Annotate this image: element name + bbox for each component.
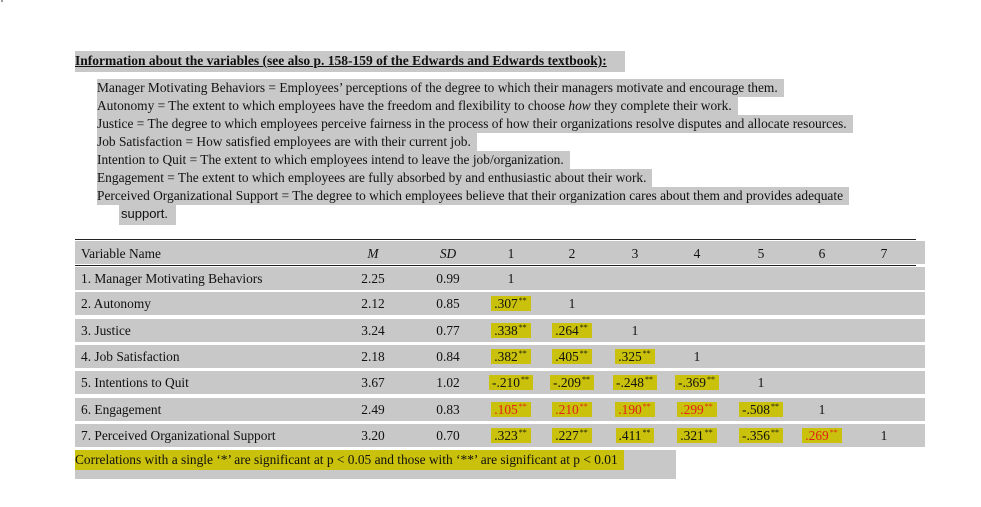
- correlation-cell: -.356**: [731, 428, 791, 444]
- correlation-cell: 1: [507, 271, 515, 286]
- row-variable-name: 7. Perceived Organizational Support: [81, 428, 276, 443]
- correlation-cell: 1: [818, 402, 826, 417]
- info-heading: Information about the variables (see also p. 158-159 of the Edwards and Edwards textbook):: [75, 51, 625, 72]
- info-line: Manager Motivating Behaviors = Employees’ perceptions of the degree to which their managers motivate and encourage them.: [97, 79, 784, 97]
- correlation-cell: 1: [693, 349, 701, 364]
- significance-marker: **: [579, 323, 588, 332]
- significance-marker: **: [581, 375, 590, 384]
- row-sd: 0.70: [436, 428, 460, 443]
- info-line: Job Satisfaction = How satisfied employees are with their current job.: [97, 133, 477, 151]
- significance-footnote: Correlations with a single ‘*’ are significant at p < 0.05 and those with ‘**’ are significant at p < 0.01: [75, 450, 624, 470]
- info-line-continuation: support.: [119, 205, 176, 225]
- correlation-cell: .411**: [605, 428, 665, 444]
- correlation-cell: .299**: [667, 402, 727, 418]
- correlation-cell: -.508**: [731, 402, 791, 418]
- row-mean: 2.49: [361, 402, 385, 417]
- header-col-6: 6: [818, 246, 826, 261]
- significance-marker: **: [518, 349, 527, 358]
- table-row: [75, 319, 925, 342]
- correlation-cell: .210**: [542, 402, 602, 418]
- table-row: [75, 424, 925, 447]
- info-line: Engagement = The extent to which employees are fully absorbed by and enthusiastic about their work.: [97, 169, 652, 187]
- significance-marker: **: [642, 428, 651, 437]
- significance-marker: **: [704, 428, 713, 437]
- significance-marker: **: [579, 428, 588, 437]
- header-col-4: 4: [693, 246, 701, 261]
- correlation-cell: 1: [880, 428, 888, 443]
- correlation-cell: 1: [757, 375, 765, 390]
- correlation-cell: -.209**: [542, 375, 602, 391]
- correlation-cell: .307**: [481, 296, 541, 312]
- header-col-3: 3: [631, 246, 639, 261]
- correlation-cell: .405**: [542, 349, 602, 365]
- row-mean: 3.67: [361, 375, 385, 390]
- header-col-2: 2: [568, 246, 576, 261]
- correlation-cell: .190**: [605, 402, 665, 418]
- row-mean: 2.25: [361, 271, 385, 286]
- correlation-cell: .269**: [792, 428, 852, 444]
- correlation-cell: .264**: [542, 323, 602, 339]
- header-col-5: 5: [757, 246, 765, 261]
- significance-marker: **: [642, 349, 651, 358]
- footnote-block: [75, 450, 676, 479]
- row-sd: 0.84: [436, 349, 460, 364]
- row-variable-name: 2. Autonomy: [81, 296, 151, 311]
- row-variable-name: 1. Manager Motivating Behaviors: [81, 271, 263, 286]
- correlation-cell: -.210**: [481, 375, 541, 391]
- row-mean: 2.18: [361, 349, 385, 364]
- correlation-cell: .338**: [481, 323, 541, 339]
- header-m: M: [367, 246, 379, 261]
- row-sd: 0.83: [436, 402, 460, 417]
- row-sd: 0.99: [436, 271, 460, 286]
- table-row: [75, 371, 925, 394]
- header-sd: SD: [439, 246, 457, 261]
- info-line: Autonomy = The extent to which employees have the freedom and flexibility to choose how they complete their work.: [97, 97, 738, 115]
- significance-marker: **: [579, 402, 588, 411]
- corner-dot: [1, 0, 3, 2]
- significance-marker: **: [704, 402, 713, 411]
- correlation-cell: .227**: [542, 428, 602, 444]
- header-col-7: 7: [880, 246, 888, 261]
- correlation-cell: .382**: [481, 349, 541, 365]
- significance-marker: **: [579, 349, 588, 358]
- row-sd: 0.85: [436, 296, 460, 311]
- correlation-cell: -.369**: [667, 375, 727, 391]
- row-mean: 3.24: [361, 323, 385, 338]
- correlation-cell: .325**: [605, 349, 665, 365]
- row-mean: 3.20: [361, 428, 385, 443]
- significance-marker: **: [770, 402, 779, 411]
- significance-marker: **: [706, 375, 715, 384]
- table-top-rule: [75, 239, 916, 240]
- info-line: Justice = The degree to which employees perceive fairness in the process of how their organizations resolve disputes and allocate resources.: [97, 115, 853, 133]
- row-mean: 2.12: [361, 296, 385, 311]
- correlation-cell: 1: [631, 323, 639, 338]
- info-line: Perceived Organizational Support = The degree to which employees believe that their organization cares about them and provides adequate: [97, 187, 849, 205]
- table-header-rule: [75, 265, 916, 266]
- header-col-1: 1: [507, 246, 515, 261]
- significance-marker: **: [829, 428, 838, 437]
- significance-marker: **: [644, 375, 653, 384]
- significance-marker: **: [518, 402, 527, 411]
- significance-marker: **: [518, 323, 527, 332]
- correlation-cell: .323**: [481, 428, 541, 444]
- row-variable-name: 6. Engagement: [81, 402, 162, 417]
- significance-marker: **: [518, 428, 527, 437]
- info-line: Intention to Quit = The extent to which employees intend to leave the job/organization.: [97, 151, 570, 169]
- table-row: [75, 267, 925, 290]
- row-variable-name: 3. Justice: [81, 323, 131, 338]
- table-header-row: [75, 241, 925, 264]
- row-sd: 0.77: [436, 323, 460, 338]
- row-variable-name: 4. Job Satisfaction: [81, 349, 180, 364]
- table-row: [75, 398, 925, 421]
- correlation-cell: 1: [568, 296, 576, 311]
- table-row: [75, 292, 925, 315]
- row-sd: 1.02: [436, 375, 460, 390]
- correlation-cell: -.248**: [605, 375, 665, 391]
- significance-marker: **: [518, 296, 527, 305]
- significance-marker: **: [642, 402, 651, 411]
- correlation-cell: .321**: [667, 428, 727, 444]
- table-row: [75, 345, 925, 368]
- significance-marker: **: [520, 375, 529, 384]
- header-variable-name: Variable Name: [81, 246, 161, 261]
- correlation-cell: .105**: [481, 402, 541, 418]
- row-variable-name: 5. Intentions to Quit: [81, 375, 189, 390]
- significance-marker: **: [770, 428, 779, 437]
